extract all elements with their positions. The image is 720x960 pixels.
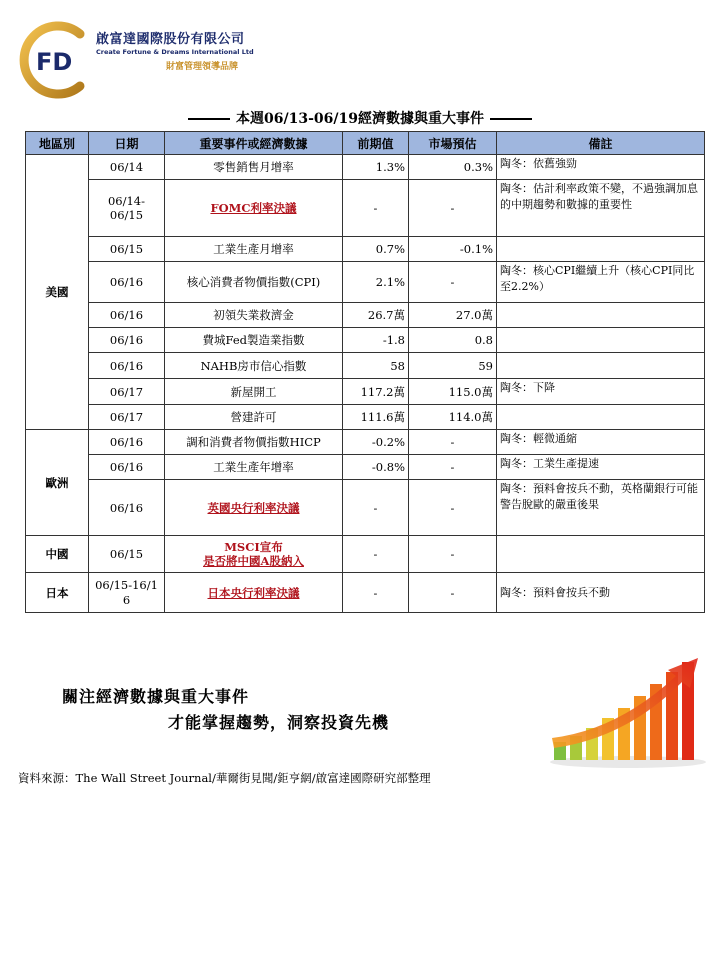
row-date: 06/16	[89, 303, 165, 328]
row-date: 06/16	[89, 328, 165, 353]
row-date: 06/17	[89, 405, 165, 430]
row-note: 陶冬：下降	[497, 379, 705, 405]
row-prev: -	[343, 536, 409, 573]
header-previous: 前期值	[343, 132, 409, 155]
row-prev: 2.1%	[343, 262, 409, 303]
row-forecast: 115.0萬	[409, 379, 497, 405]
event-msci-line2[interactable]: 是否將中國A股納入	[203, 554, 304, 568]
row-forecast: -	[409, 180, 497, 237]
table-row	[26, 237, 705, 262]
row-note: 陶冬：估計利率政策不變，不過強調加息的中期趨勢和數據的重要性	[497, 180, 705, 237]
row-date: 06/15	[89, 536, 165, 573]
row-event: 費城Fed製造業指數	[165, 328, 343, 353]
row-date: 06/16	[89, 480, 165, 536]
row-prev: -	[343, 573, 409, 613]
row-prev: 111.6萬	[343, 405, 409, 430]
header-date: 日期	[89, 132, 165, 155]
row-note	[497, 405, 705, 430]
row-note: 陶冬：核心CPI繼續上升（核心CPI同比至2.2%）	[497, 262, 705, 303]
table-row	[26, 379, 705, 405]
row-prev: 117.2萬	[343, 379, 409, 405]
table-row	[26, 536, 705, 573]
row-date: 06/16	[89, 262, 165, 303]
row-forecast: -	[409, 480, 497, 536]
region-us: 美國	[26, 155, 89, 430]
row-event: 核心消費者物價指數(CPI)	[165, 262, 343, 303]
slogan-line-1: 關注經濟數據與重大事件	[62, 687, 250, 706]
event-link-boe[interactable]: 英國央行利率決議	[207, 500, 300, 515]
row-forecast: 0.8	[409, 328, 497, 353]
row-date: 06/14	[89, 155, 165, 180]
table-row	[26, 455, 705, 480]
row-event: 工業生產年增率	[165, 455, 343, 480]
row-prev: -	[343, 480, 409, 536]
header-region: 地區別	[26, 132, 89, 155]
row-forecast: -	[409, 430, 497, 455]
row-event	[165, 536, 343, 573]
table-header-row	[26, 132, 705, 155]
company-slogan: 財富管理領導品牌	[166, 62, 239, 72]
row-event: 新屋開工	[165, 379, 343, 405]
row-note: 陶冬：預料會按兵不動，英格蘭銀行可能警告脫歐的嚴重後果	[497, 480, 705, 536]
table-row	[26, 405, 705, 430]
row-prev: -0.2%	[343, 430, 409, 455]
row-date: 06/16	[89, 430, 165, 455]
event-msci-line1[interactable]: MSCI宣布	[224, 540, 283, 554]
row-prev: -1.8	[343, 328, 409, 353]
row-forecast: 0.3%	[409, 155, 497, 180]
economic-calendar-table	[25, 131, 705, 613]
row-prev: 0.7%	[343, 237, 409, 262]
company-logo	[14, 20, 254, 100]
row-forecast: -	[409, 455, 497, 480]
fd-logo-icon	[14, 20, 94, 100]
row-date: 06/15-16/16	[89, 573, 165, 613]
row-event: NAHB房市信心指數	[165, 353, 343, 379]
row-note	[497, 328, 705, 353]
table-row	[26, 430, 705, 455]
row-note: 陶冬：預料會按兵不動	[497, 573, 705, 613]
company-name-cn: 啟富達國際股份有限公司	[96, 32, 245, 47]
title-rule-right	[490, 118, 532, 120]
row-note: 陶冬：輕微通縮	[497, 430, 705, 455]
row-forecast: -	[409, 536, 497, 573]
row-prev: -0.8%	[343, 455, 409, 480]
row-prev: -	[343, 180, 409, 237]
svg-text:FD: FD	[36, 48, 73, 76]
row-forecast: 59	[409, 353, 497, 379]
rising-bars-icon	[548, 650, 718, 770]
table-row	[26, 155, 705, 180]
table-row	[26, 353, 705, 379]
row-note: 陶冬：工業生產提速	[497, 455, 705, 480]
table-row	[26, 180, 705, 237]
header-event: 重要事件或經濟數據	[165, 132, 343, 155]
header-notes: 備註	[497, 132, 705, 155]
title-rule-left	[188, 118, 230, 120]
row-date: 06/17	[89, 379, 165, 405]
row-note	[497, 536, 705, 573]
row-note	[497, 303, 705, 328]
table-row	[26, 303, 705, 328]
event-link-boj[interactable]: 日本央行利率決議	[207, 585, 300, 600]
table-row	[26, 480, 705, 536]
row-date: 06/14-06/15	[89, 180, 165, 237]
row-event: 營建許可	[165, 405, 343, 430]
company-name-en: Create Fortune & Dreams International Ltd	[96, 48, 254, 56]
table-row	[26, 328, 705, 353]
table-row	[26, 573, 705, 613]
row-date: 06/16	[89, 455, 165, 480]
event-link-fomc[interactable]: FOMC利率決議	[210, 201, 297, 215]
slogan-line-2: 才能掌握趨勢，洞察投資先機	[168, 713, 390, 732]
page-title	[140, 108, 580, 128]
row-event: 零售銷售月增率	[165, 155, 343, 180]
row-note	[497, 353, 705, 379]
row-prev: 26.7萬	[343, 303, 409, 328]
row-event: 初領失業救濟金	[165, 303, 343, 328]
title-text: 本週06/13-06/19經濟數據與重大事件	[236, 111, 484, 127]
row-event: 工業生產月增率	[165, 237, 343, 262]
row-prev: 58	[343, 353, 409, 379]
region-eu: 歐洲	[26, 430, 89, 536]
row-forecast: 27.0萬	[409, 303, 497, 328]
row-note: 陶冬：依舊強勁	[497, 155, 705, 180]
row-event	[165, 573, 343, 613]
table-row	[26, 262, 705, 303]
row-forecast: -	[409, 573, 497, 613]
row-date: 06/16	[89, 353, 165, 379]
row-event	[165, 180, 343, 237]
row-prev: 1.3%	[343, 155, 409, 180]
region-cn: 中國	[26, 536, 89, 573]
region-jp: 日本	[26, 573, 89, 613]
row-date: 06/15	[89, 237, 165, 262]
row-forecast: -0.1%	[409, 237, 497, 262]
row-note	[497, 237, 705, 262]
row-event: 調和消費者物價指數HICP	[165, 430, 343, 455]
row-event	[165, 480, 343, 536]
row-forecast: 114.0萬	[409, 405, 497, 430]
row-forecast: -	[409, 262, 497, 303]
header-forecast: 市場預估	[409, 132, 497, 155]
data-source: 資料來源：The Wall Street Journal/華爾街見聞/鉅亨網/啟富達國際研究部整理	[18, 771, 431, 785]
